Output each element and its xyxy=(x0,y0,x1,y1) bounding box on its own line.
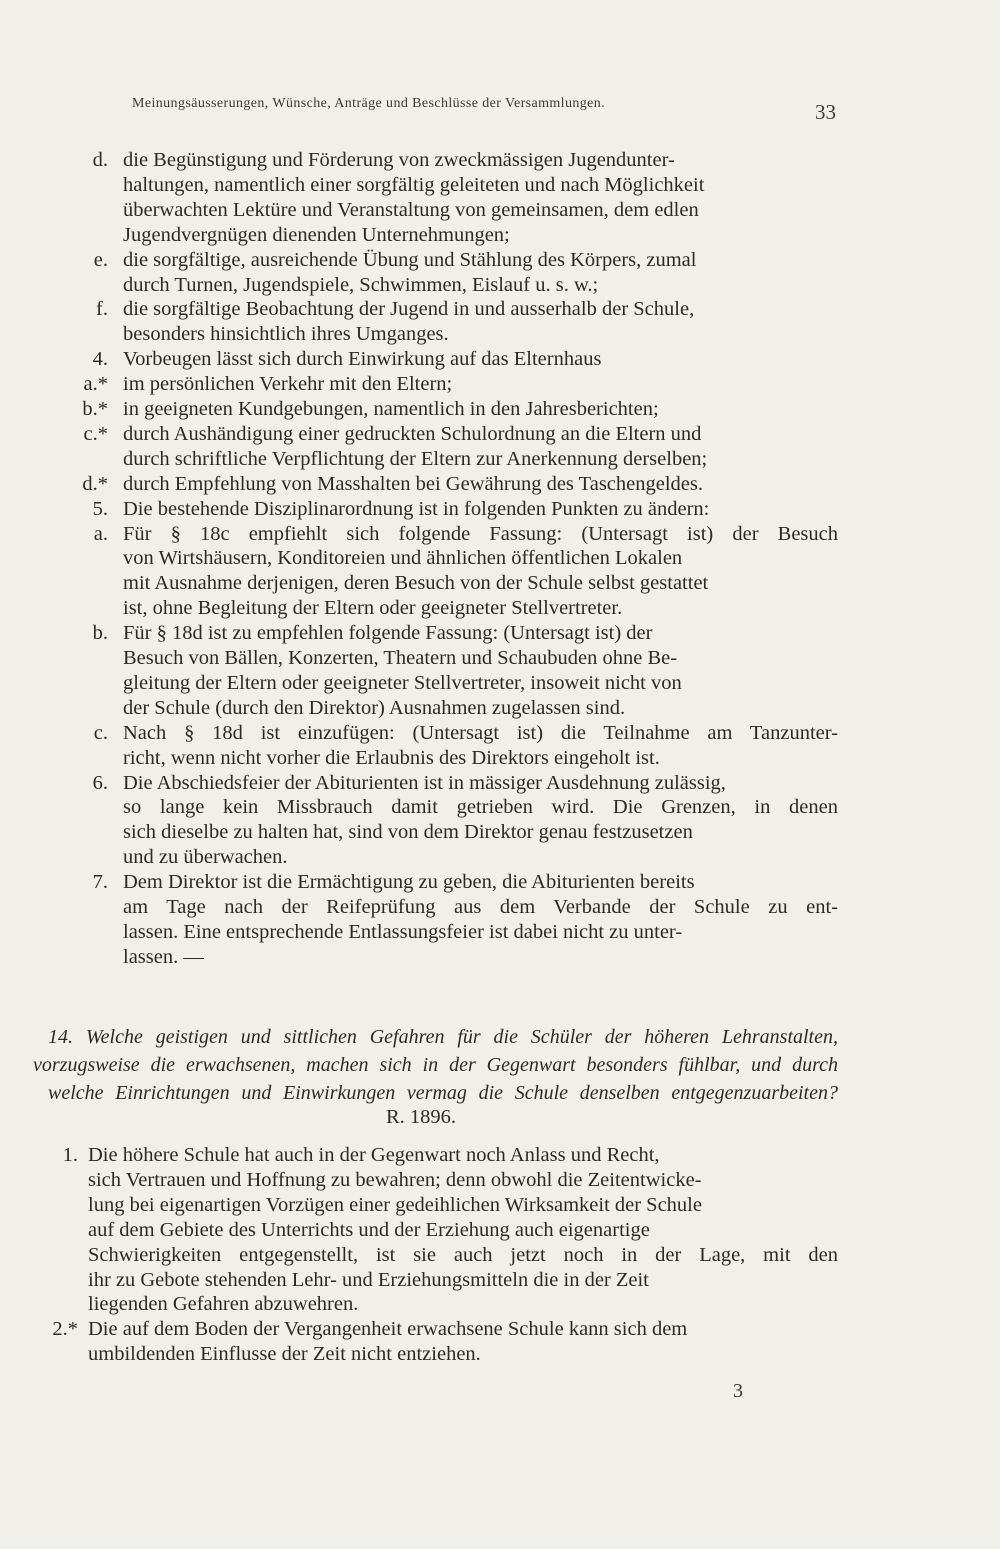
text-line: der Schule (durch den Direktor) Ausnahmen zugelassen sind. xyxy=(123,696,626,719)
text-line: so lange kein Missbrauch damit getrieben wird. Die Grenzen, in denen xyxy=(123,796,838,819)
text-line: Besuch von Bällen, Konzerten, Theatern und Schaubuden ohne Be- xyxy=(123,647,678,669)
item-label: d.* xyxy=(82,472,108,495)
item-label: e. xyxy=(93,248,108,271)
text-line: Für § 18c empfiehlt sich folgende Fassung: (Untersagt ist) der Besuch xyxy=(123,522,838,545)
text-line: Nach § 18d ist einzufügen: (Untersagt ist) die Teilnahme am Tanzunter- xyxy=(123,721,838,744)
text-line: die sorgfältige, ausreichende Übung und Stählung des Körpers, zumal xyxy=(123,248,697,271)
signature-mark: 3 xyxy=(733,1380,743,1402)
text-line: Die höhere Schule hat auch in der Gegenwart noch Anlass und Recht, xyxy=(88,1144,660,1166)
question-line: vorzugsweise die erwachsenen, machen sich in der Gegenwart besonders fühlbar, und durch xyxy=(33,1054,838,1076)
text-line: Die bestehende Disziplinarordnung ist in folgenden Punkten zu ändern: xyxy=(123,497,710,520)
item-label: b.* xyxy=(82,398,108,420)
page-number: 33 xyxy=(815,100,836,124)
text-line: Die Abschiedsfeier der Abiturienten ist in mässiger Ausdehnung zulässig, xyxy=(123,771,726,794)
text-line: ihr zu Gebote stehenden Lehr- und Erziehungsmitteln die in der Zeit xyxy=(88,1268,649,1291)
text-line: Dem Direktor ist die Ermächtigung zu geben, die Abiturienten bereits xyxy=(123,871,695,894)
text-line: mit Ausnahme derjenigen, deren Besuch von der Schule selbst gestattet xyxy=(123,572,709,595)
text-line: besonders hinsichtlich ihres Umganges. xyxy=(123,323,449,346)
text-line: von Wirtshäusern, Konditoreien und ähnlichen öffentlichen Lokalen xyxy=(123,547,683,570)
question-source: R. 1896. xyxy=(386,1106,457,1128)
text-line: überwachten Lektüre und Veranstaltung von gemeinsamen, dem edlen xyxy=(123,198,699,221)
item-label: 4. xyxy=(92,348,108,371)
text-line: durch Turnen, Jugendspiele, Schwimmen, Eislauf u. s. w.; xyxy=(123,273,599,296)
item-label: f. xyxy=(96,298,108,321)
text-line: haltungen, namentlich einer sorgfältig geleiteten und nach Möglichkeit xyxy=(123,173,705,196)
text-line: und zu überwachen. xyxy=(123,846,288,869)
text-line: lassen. — xyxy=(123,945,204,968)
text-line: durch Empfehlung von Masshalten bei Gewährung des Taschengeldes. xyxy=(123,472,704,495)
running-header: Meinungsäusserungen, Wünsche, Anträge und Beschlüsse der Versammlungen. xyxy=(132,96,606,111)
item-label: c. xyxy=(93,721,108,744)
text-line: Jugendvergnügen dienenden Unternehmungen; xyxy=(123,223,510,246)
text-line: Vorbeugen lässt sich durch Einwirkung auf das Elternhaus xyxy=(123,348,602,371)
item-label: b. xyxy=(92,622,108,645)
text-line: Für § 18d ist zu empfehlen folgende Fassung: (Untersagt ist) der xyxy=(123,622,653,645)
item-label: 2.* xyxy=(52,1318,78,1341)
text-line: sich Vertrauen und Hoffnung zu bewahren; denn obwohl die Zeitentwicke- xyxy=(88,1168,702,1191)
text-line: lassen. Eine entsprechende Entlassungsfeier ist dabei nicht zu unter- xyxy=(123,920,683,943)
text-line: liegenden Gefahren abzuwehren. xyxy=(88,1293,359,1316)
item-label: a. xyxy=(93,522,108,545)
text-line: richt, wenn nicht vorher die Erlaubnis des Direktors eingeholt ist. xyxy=(123,746,660,769)
text-line: die sorgfältige Beobachtung der Jugend in und ausserhalb der Schule, xyxy=(123,298,695,321)
item-label: 5. xyxy=(92,497,108,520)
text-line: Schwierigkeiten entgegenstellt, ist sie auch jetzt noch in der Lage, mit den xyxy=(88,1243,838,1266)
text-line: in geeigneten Kundgebungen, namentlich in den Jahresberichten; xyxy=(123,398,659,420)
question-line: 14. Welche geistigen und sittlichen Gefahren für die Schüler der höheren Lehranstalten, xyxy=(48,1026,838,1048)
item-label: d. xyxy=(92,149,108,171)
text-line: ist, ohne Begleitung der Eltern oder geeigneter Stellvertreter. xyxy=(123,597,623,620)
text-line: Die auf dem Boden der Vergangenheit erwachsene Schule kann sich dem xyxy=(88,1318,688,1341)
text-line: lung bei eigenartigen Vorzügen einer gedeihlichen Wirksamkeit der Schule xyxy=(88,1193,702,1216)
text-line: die Begünstigung und Förderung von zweckmässigen Jugendunter- xyxy=(123,149,675,171)
text-line: durch Aushändigung einer gedruckten Schulordnung an die Eltern und xyxy=(123,422,702,445)
text-line: am Tage nach der Reifeprüfung aus dem Verbande der Schule zu ent- xyxy=(123,896,838,918)
text-line: durch schriftliche Verpflichtung der Eltern zur Anerkennung derselben; xyxy=(123,447,708,470)
text-line: im persönlichen Verkehr mit den Eltern; xyxy=(123,373,453,396)
item-label: 1. xyxy=(62,1144,78,1166)
question-line: welche Einrichtungen und Einwirkungen vermag die Schule denselben entgegenzuarbeiten? xyxy=(48,1082,838,1104)
item-label: a.* xyxy=(83,373,108,396)
item-label: c.* xyxy=(83,422,108,445)
text-line: sich dieselbe zu halten hat, sind von dem Direktor genau festzusetzen xyxy=(123,821,693,844)
text-line: auf dem Gebiete des Unterrichts und der Erziehung auch eigenartige xyxy=(88,1218,650,1241)
text-line: gleitung der Eltern oder geeigneter Stellvertreter, insoweit nicht von xyxy=(123,671,682,694)
item-label: 7. xyxy=(92,871,108,894)
item-label: 6. xyxy=(92,771,108,794)
text-line: umbildenden Einflusse der Zeit nicht entziehen. xyxy=(88,1343,481,1366)
